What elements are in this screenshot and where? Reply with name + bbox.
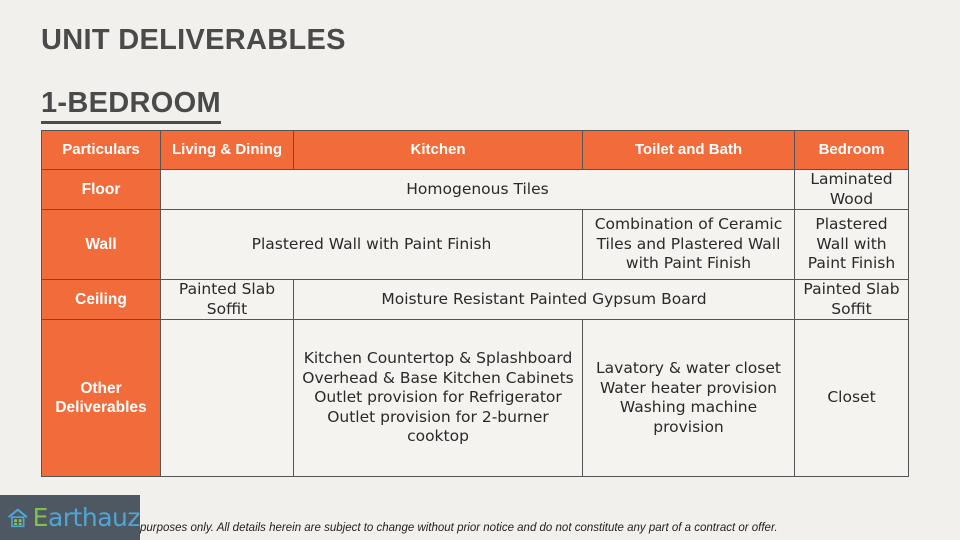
deliverables-table <box>41 130 909 477</box>
ceiling-shared-cell: Moisture Resistant Painted Gypsum Board <box>294 280 795 320</box>
ceiling-bedroom-cell: Painted Slab Soffit <box>795 280 909 320</box>
row-label-wall: Wall <box>42 210 161 280</box>
earthauz-logo <box>0 495 140 540</box>
wall-toilet-cell: Combination of Ceramic Tiles and Plastered Wall with Paint Finish <box>583 210 795 280</box>
row-label-ceiling: Ceiling <box>42 280 161 320</box>
wall-bedroom-cell: Plastered Wall with Paint Finish <box>795 210 909 280</box>
header-kitchen: Kitchen <box>294 131 583 170</box>
row-label-floor: Floor <box>42 170 161 210</box>
house-icon <box>7 505 29 531</box>
brand-name: Earthauz <box>32 503 140 532</box>
table-row-floor <box>42 170 909 210</box>
table-row-other <box>42 320 909 477</box>
table-row-ceiling <box>42 280 909 320</box>
table-header-row <box>42 131 909 170</box>
floor-bedroom-cell: Laminated Wood <box>795 170 909 210</box>
header-living-dining: Living & Dining <box>161 131 294 170</box>
other-bedroom-cell: Closet <box>795 320 909 477</box>
header-particulars: Particulars <box>42 131 161 170</box>
ceiling-living-cell: Painted Slab Soffit <box>161 280 294 320</box>
header-bedroom: Bedroom <box>795 131 909 170</box>
other-kitchen-cell: Kitchen Countertop & Splashboard Overhead & Base Kitchen Cabinets Outlet provision for Refrigerator Outlet provision for 2-burner cooktop <box>294 320 583 477</box>
page-title: UNIT DELIVERABLES <box>41 24 346 56</box>
other-toilet-cell: Lavatory & water closet Water heater provision Washing machine provision <box>583 320 795 477</box>
floor-shared-cell: Homogenous Tiles <box>161 170 795 210</box>
header-toilet-bath: Toilet and Bath <box>583 131 795 170</box>
row-label-other: Other Deliverables <box>42 320 161 477</box>
wall-shared-cell: Plastered Wall with Paint Finish <box>161 210 583 280</box>
table-row-wall <box>42 210 909 280</box>
unit-type-heading: 1-BEDROOM <box>41 85 221 124</box>
disclaimer-text: purposes only. All details herein are subject to change without prior notice and do not constitute any part of a contract or offer. <box>140 522 778 534</box>
other-living-cell <box>161 320 294 477</box>
